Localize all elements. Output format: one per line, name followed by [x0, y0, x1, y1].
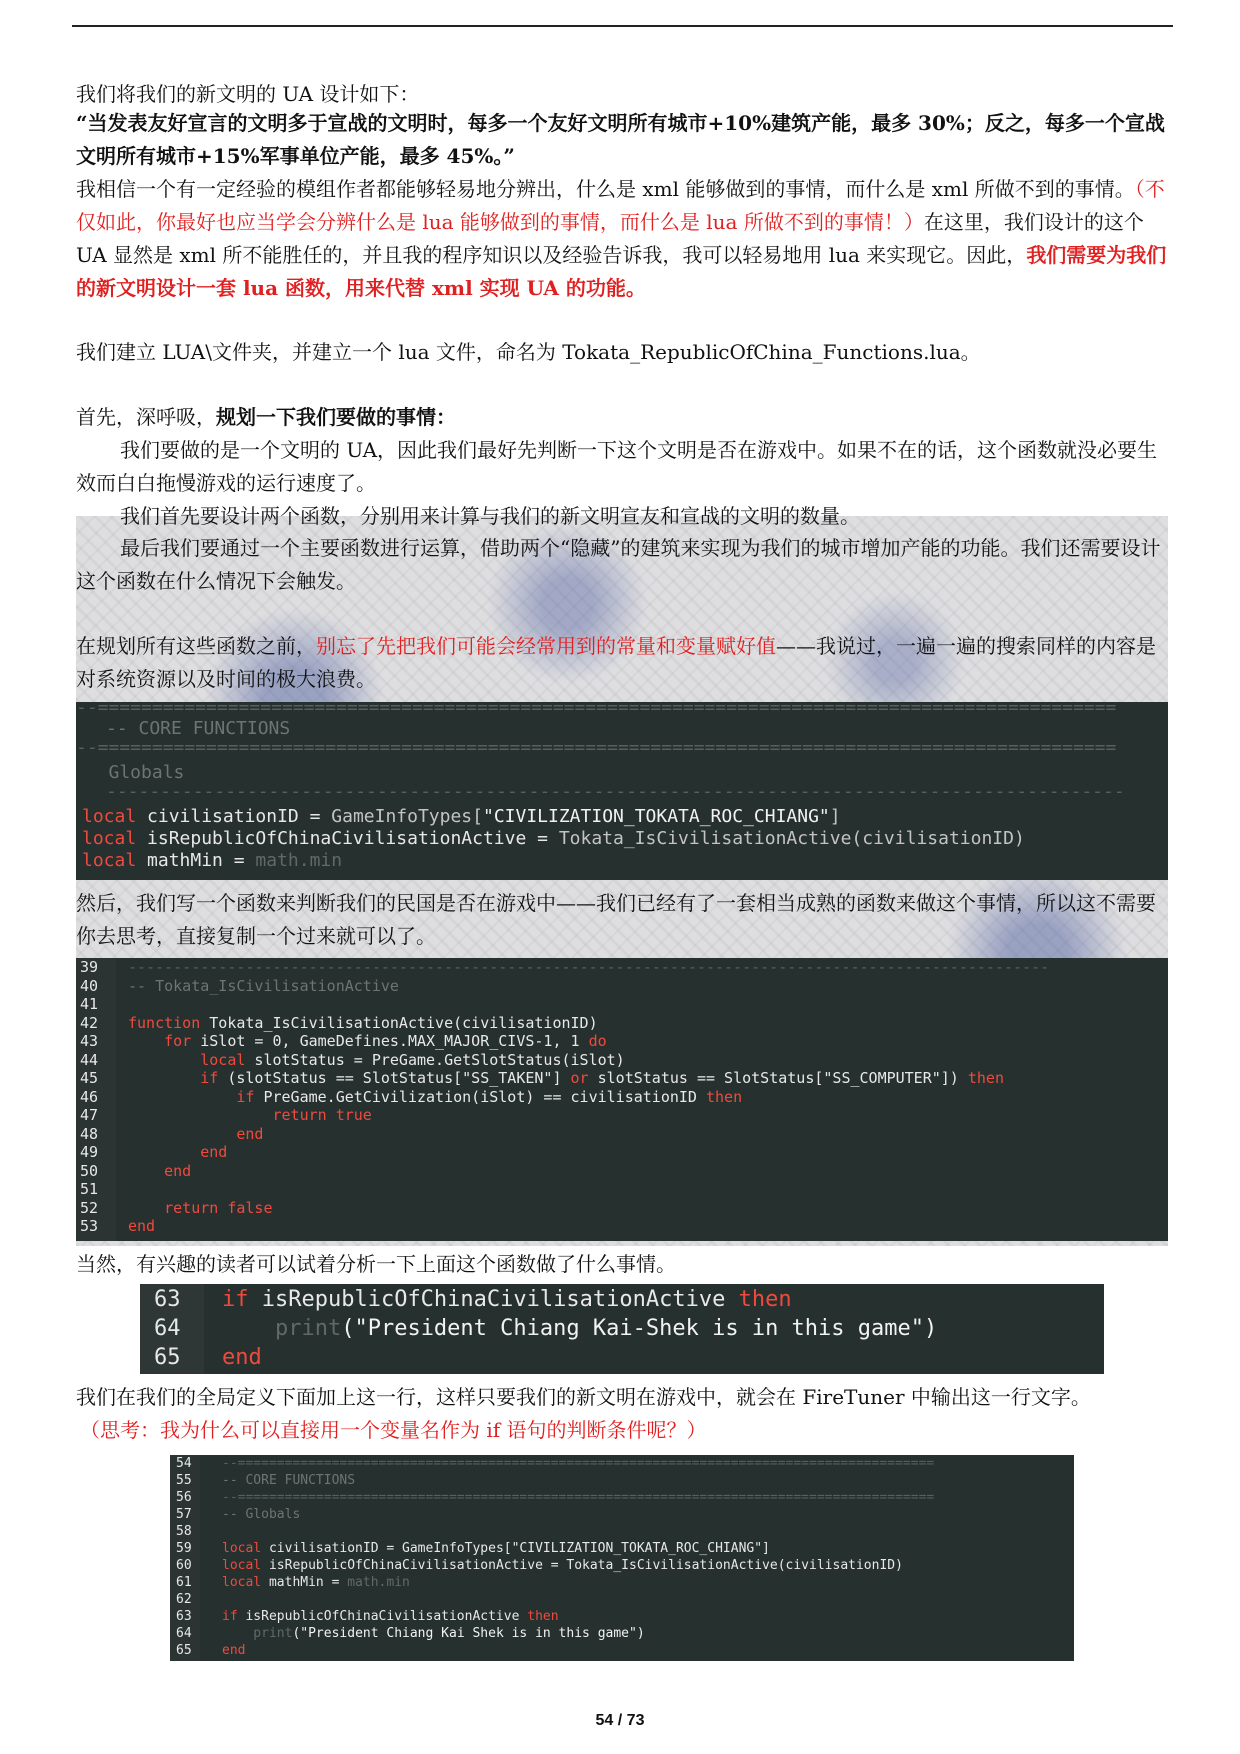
- page-number: 54 / 73: [595, 1712, 645, 1729]
- line-number: 61: [176, 1575, 192, 1590]
- paragraph-ua-check: 我们要做的是一个文明的 UA，因此我们最好先判断一下这个文明是否在游戏中。如果不在的话，这个函数就没必要生效而白白拖慢游戏的运行速度了。: [76, 438, 1158, 495]
- top-rule: [72, 25, 1173, 27]
- p7-c: ——我说过，一遍一遍的搜索同样的内容是对系统资源以及时间的极大浪费。: [76, 634, 1156, 691]
- p7-a: 在规划所有这些函数之前，: [76, 634, 316, 658]
- line-number: 45: [80, 1069, 99, 1087]
- p1-red-note: （不仅如此，你最好也应当学会分辨什么是 lua 能够做到的事情，而什么是 lua 所做不到的事情！）: [76, 177, 1165, 234]
- separator: --==============================================================================================: [76, 702, 1117, 718]
- comment-core-functions: -- CORE FUNCTIONS: [222, 1473, 356, 1488]
- code-line-function: function Tokata_IsCivilisationActive(civilisationID): [128, 1013, 598, 1032]
- paragraph-constants: [76, 630, 1172, 696]
- paragraph-firetuner: 我们在我们的全局定义下面加上这一行，这样只要我们的新文明在游戏中，就会在 FireTuner 中输出这一行文字。: [76, 1385, 1091, 1409]
- paragraph-two-functions: 我们首先要设计两个函数，分别用来计算与我们的新文明宣友和宣战的文明的数量。: [120, 504, 860, 528]
- line-number: 65: [154, 1345, 181, 1370]
- code-line-mathmin: local mathMin = math.min: [82, 850, 343, 871]
- separator: ----------------------------------------------------------------------------------------------: [106, 781, 1125, 802]
- line-number: 54: [176, 1456, 192, 1471]
- separator: --==============================================================================================: [76, 737, 1117, 758]
- code-line-civilisationid: local civilisationID = GameInfoTypes["CIVILIZATION_TOKATA_ROC_CHIANG"]: [222, 1541, 770, 1556]
- code-block-print-check: [140, 1284, 1104, 1374]
- separator: --=========================================================================================: [222, 1456, 935, 1471]
- code-line-end: end: [222, 1643, 246, 1658]
- code-line-if: if isRepublicOfChinaCivilisationActive then: [222, 1287, 792, 1312]
- line-number: 46: [80, 1087, 99, 1106]
- code-block-is-civ-active: [76, 958, 1168, 1241]
- code-line-end: end: [164, 1161, 192, 1180]
- code-block-globals: [76, 702, 1168, 880]
- comment-globals: Globals: [76, 762, 185, 783]
- comment-globals: -- Globals: [222, 1507, 301, 1522]
- line-number: 39: [80, 958, 99, 976]
- line-number: 50: [80, 1161, 99, 1180]
- p1-a: 我相信一个有一定经验的模组作者都能够轻易地分辨出，什么是 xml 能够做到的事情，而什么是 xml 所做不到的事情。: [76, 177, 1135, 201]
- code-line-isactive: local isRepublicOfChinaCivilisationActive = Tokata_IsCivilisationActive(civilisationID): [82, 828, 1025, 849]
- paragraph-copy-function: 然后，我们写一个函数来判断我们的民国是否在游戏中——我们已经有了一套相当成熟的函数来做这个事情，所以这不需要你去思考，直接复制一个过来就可以了。: [76, 891, 1156, 948]
- paragraph-main-function: 最后我们要通过一个主要函数进行运算，借助两个“隐藏”的建筑来实现为我们的城市增加产能的功能。我们还需要设计这个函数在什么情况下会触发。: [76, 536, 1161, 593]
- comment-function-name: -- Tokata_IsCivilisationActive: [128, 976, 399, 995]
- code-line-print: print("President Chiang Kai Shek is in this game"): [222, 1626, 645, 1641]
- line-number: 56: [176, 1490, 192, 1505]
- line-number: 58: [176, 1524, 192, 1539]
- line-number: 40: [80, 976, 99, 995]
- comment-core-functions: -- CORE FUNCTIONS: [106, 718, 291, 739]
- line-number: 60: [176, 1558, 192, 1573]
- line-number: 62: [176, 1592, 192, 1607]
- code-line-return-false: return false: [164, 1198, 273, 1217]
- code-line-if-civ: if PreGame.GetCivilization(iSlot) == civilisationID then: [236, 1087, 743, 1106]
- code-line-if-slot: if (slotStatus == SlotStatus["SS_TAKEN"] or slotStatus == SlotStatus["SS_COMPUTER"]) then: [200, 1069, 1004, 1087]
- code-line-civilisationid: local civilisationID = GameInfoTypes["CIVILIZATION_TOKATA_ROC_CHIANG"]: [82, 806, 841, 827]
- code-line-end: end: [200, 1143, 228, 1161]
- code-line-return-true: return true: [272, 1106, 372, 1124]
- p1-emphasis: 我们需要为我们的新文明设计一套 lua 函数，用来代替 xml 实现 UA 的功能。: [76, 243, 1167, 300]
- code-line-end: end: [236, 1124, 264, 1143]
- p3-bold: 规划一下我们要做的事情：: [216, 405, 456, 429]
- paragraph-analyze: 当然，有兴趣的读者可以试着分析一下上面这个函数做了什么事情。: [76, 1252, 676, 1276]
- line-number: 59: [176, 1541, 192, 1556]
- code-line-for: for iSlot = 0, GameDefines.MAX_MAJOR_CIVS-1, 1 do: [164, 1032, 607, 1050]
- line-number: 41: [80, 995, 99, 1013]
- code-line-mathmin: local mathMin = math.min: [222, 1575, 410, 1590]
- line-number: 42: [80, 1013, 99, 1032]
- line-number: 65: [176, 1643, 192, 1658]
- intro-text: 我们将我们的新文明的 UA 设计如下：: [76, 82, 420, 106]
- code-line-end: end: [222, 1345, 262, 1370]
- line-number: 55: [176, 1473, 192, 1488]
- code-line-if: if isRepublicOfChinaCivilisationActive then: [222, 1609, 559, 1624]
- line-number: 64: [154, 1316, 181, 1341]
- paragraph-folder: 我们建立 LUA\文件夹，并建立一个 lua 文件，命名为 Tokata_RepublicOfChina_Functions.lua。: [76, 340, 981, 364]
- line-number: 44: [80, 1050, 99, 1069]
- code-block-combined: [170, 1455, 1074, 1661]
- ua-quote: “当发表友好宣言的文明多于宣战的文明时，每多一个友好文明所有城市+10%建筑产能，最多 30%；反之，每多一个宣战文明所有城市+15%军事单位产能，最多 45%。”: [76, 111, 1165, 168]
- code-line-print: print("President Chiang Kai-Shek is in this game"): [274, 1316, 938, 1341]
- p3-a: 首先，深呼吸，: [76, 405, 216, 429]
- line-number: 43: [80, 1032, 99, 1050]
- line-number: 51: [80, 1180, 99, 1198]
- code-line-slotstatus: local slotStatus = PreGame.GetSlotStatus(iSlot): [200, 1050, 625, 1069]
- line-number: 53: [80, 1217, 99, 1235]
- p1-c: 在这里，我们设计的这个 UA 显然是 xml 所不能胜任的，并且我的程序知识以及经验告诉我，我可以轻易地用 lua 来实现它。因此，: [76, 210, 1144, 267]
- separator: ------------------------------------------------------------------------------------------------------: [128, 958, 1050, 976]
- line-number: 63: [154, 1287, 181, 1312]
- paragraph-plan: [76, 401, 1172, 434]
- line-number: 64: [176, 1626, 192, 1641]
- line-number: 49: [80, 1143, 99, 1161]
- line-number: 57: [176, 1507, 192, 1522]
- line-number: 48: [80, 1124, 99, 1143]
- line-number: 52: [80, 1198, 99, 1217]
- code-line-end: end: [128, 1217, 156, 1235]
- paragraph-xml-lua: [76, 173, 1172, 305]
- line-number: 63: [176, 1609, 192, 1624]
- code-line-isactive: local isRepublicOfChinaCivilisationActive = Tokata_IsCivilisationActive(civilisationID): [222, 1558, 903, 1573]
- line-number: 47: [80, 1106, 99, 1124]
- paragraph-thinking: （思考：我为什么可以直接用一个变量名作为 if 语句的判断条件呢？）: [80, 1418, 707, 1442]
- separator: --=========================================================================================: [222, 1490, 935, 1505]
- p7-red: 别忘了先把我们可能会经常用到的常量和变量赋好值: [316, 634, 776, 658]
